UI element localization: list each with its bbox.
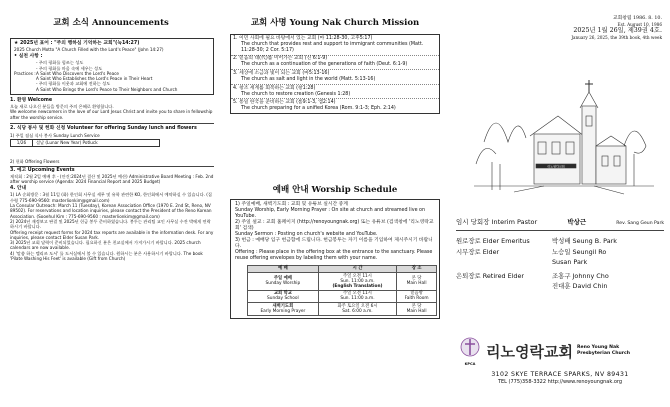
worship-line: Offering : Please place in the offering box at the entrance to the sanctuary. Please reuse offering envelopes by labeling them with your name. <box>235 249 433 261</box>
worship-line: Sunday Worship, Early Morning Prayer : On site at church and streamed live on YouTube. <box>235 207 426 219</box>
service-cell: 교회 학교 Sunday School <box>248 290 319 302</box>
pastor-label: 임시 당회장 Interim Pastor <box>456 218 538 226</box>
tree-outline <box>484 123 526 142</box>
founded-date: 교회창립 1986. 8. 10. <box>612 16 662 21</box>
mission-title: 교회 사명 Young Nak Church Mission <box>250 18 420 28</box>
elder-role: 시무장로 Elder <box>456 247 500 256</box>
motto-line: ★ 2025년 표어 : "주의 행하심 기억하는 교회"(눅14:27) <box>14 41 140 46</box>
mission-ko: 4. 창조 세계를 회복하는 교회 (창1:28) <box>233 85 316 91</box>
service-cell: 새벽기도회 Early Morning Prayer <box>248 303 319 315</box>
svg-text:리노영락교회: 리노영락교회 <box>547 164 565 169</box>
mission-ko: 1. 이민 사회에 필요 바탕에서 있는 교회 (마 11:28-30, 고후5:17) <box>233 35 373 41</box>
motto-box <box>10 38 214 95</box>
elder-name: 노승일 Seungil Ro <box>552 247 607 256</box>
welcome-section <box>10 98 214 120</box>
welcome-ko: 오늘 새로 나오신 분들을 방문의 주의 은혜로 환영합니다. <box>10 104 114 110</box>
mission-item <box>231 99 439 113</box>
notice-item: La Consular Outreach: March 11 (Tuesday), Korean Association Office (1970 E. 2nd St, Reno, NV 89502). For reservations and location inquiries, please contact the President of the Reno Korean Association. (Sooehul Kim : 775-690-9560 : masterlionkim@gmail.com) <box>10 203 212 219</box>
church-logo-block <box>458 336 662 385</box>
place-cell: 본 당 Main Hall <box>397 273 437 291</box>
upcoming-title: 3. 예고 Upcoming Events <box>10 167 75 173</box>
upcoming-body: 제직회 : 2월 2일 예배 후 - (안건:2024년 결산 및 2025년 예산) Administrative Board Meeting : Feb. 2nd after worship service (Agenda: 2024 Financial Report and 2025 Budget) <box>10 173 214 185</box>
elder-row <box>456 247 664 258</box>
practice-en-item: A Saint Who Establishes the Lord's Peace in Their Heart <box>36 76 153 82</box>
elder-name: 박성배 Seung B. Park <box>552 237 617 245</box>
practice-en-item: A Saint Who Brings the Lord's Peace to Their Neighbors and Church <box>36 86 178 92</box>
elders-list <box>456 236 664 292</box>
church-building-illustration <box>474 72 654 200</box>
upcoming-section <box>10 166 214 185</box>
notice-item: 3) 2025년 교회 달력이 준비되었습니다. 필요하신 분은 친교실에서 가져가시기 바랍니다. 2025 church calendars are now available. <box>10 240 201 251</box>
mission-box <box>230 34 440 114</box>
church-name-en: Reno Young Nak Presbyterian Church <box>576 345 631 356</box>
practices-ko-list <box>14 60 210 71</box>
table-header-row <box>248 265 437 272</box>
lunch-date: 1/26 <box>11 140 33 145</box>
mission-item <box>231 35 439 56</box>
elder-name: 진대훈 David Chin <box>552 282 608 290</box>
pastor-section <box>448 218 670 292</box>
worship-title: 예배 안내 Worship Schedule <box>272 184 398 195</box>
elder-row <box>456 271 664 282</box>
time-cell: 화주 토요일 오전 6시 Sat. 6:00 a.m. <box>318 303 396 315</box>
elder-row <box>456 236 664 247</box>
elder-role: 은퇴장로 Retired Elder <box>456 271 525 280</box>
table-header: 시 간 <box>318 265 396 272</box>
notices-section <box>10 186 214 261</box>
notice-item: 4) '말씀 하는 엘리즈 도서' 를 도서실에서 볼 수 있습니다. 원하시는 분은 사용하시기 바랍니다. The book 'Pilate Washing His Feet' is available (Gift from Church) <box>10 250 203 262</box>
mission-item <box>231 70 439 85</box>
kpca-label: KPCA <box>464 362 476 366</box>
volunteer-section <box>10 123 214 164</box>
pastor-en: Rev. Sang Geun Park <box>616 221 664 226</box>
mission-ko: 3. 세상에 소금과 빛이 되는 교회 (마5:13-16) <box>233 70 330 76</box>
bulletin-date-en: January 26, 2025, the 39th book, 4th week <box>571 35 662 41</box>
notice-item: Offering receipt request forms for 2024 tax reports are available in the information desk. For any inquiries, please contact Elder Susan Park. <box>10 229 214 240</box>
worship-line: Sunday Sermon : Posting on church's website and YouTube. <box>235 231 378 237</box>
cover-column <box>448 0 670 407</box>
notices-title: 4. 안내 <box>10 186 27 192</box>
mission-item <box>231 56 439 71</box>
table-row <box>248 303 437 315</box>
worship-line: 3) 헌금 : 예배당 입구 헌금함에 드립니다. 헌금봉투는 자기 이름을 기입하여 제시주시기 바랍니다. <box>235 237 433 249</box>
notice-item: 1) LA 순회방문 : 3월 11일 (화) 한인회 사무실 세무 및 유학 관련한 KO, 한인회에서 예약하실 수 있습니다. (집수령 775-690-9560: masterlionkim@gmail.com) <box>10 192 212 203</box>
kpca-logo <box>458 336 482 366</box>
elder-name: 조홍구 Johnny Cho <box>552 271 609 280</box>
worship-box <box>230 199 440 319</box>
mission-worship-column <box>224 0 446 407</box>
mission-item <box>231 85 439 100</box>
mission-ko: 5. 통일 한국을 준비하는 교회 (롬9:1-3, 엡2:14) <box>233 100 336 106</box>
mission-en: The church preparing for a unified Korea (Rom. 9:1-3; Eph. 2:14) <box>241 106 396 112</box>
time-cell: 주일 오전 11시 Sun. 11:00 a.m. <box>318 290 396 302</box>
place-cell: 믿음방 Faith Room <box>397 290 437 302</box>
practice-ko-item: - 주의 평화를 이웃과 교회에 전하는 성도 <box>36 81 111 87</box>
elder-name: Susan Park <box>552 258 588 266</box>
table-row <box>248 273 437 291</box>
notice-item: 2) 2024년 재정보고 판결 및 2025년 헌금 봉투 준비하였습니다. 봉투는 관리팀 교인 사무실 수잔 박에게 연락하시기 바랍니다. <box>10 218 211 230</box>
church-contact: TEL (775)358-3322 http://www.renoyoungnak.org <box>497 379 623 385</box>
welcome-en: We welcome newcomers in the love of our Lord Jesus Christ and invite you to share in fellowship after the worship service. <box>10 109 213 120</box>
practice-en-item: A Saint Who Discovers the Lord's Peace <box>36 70 120 76</box>
mission-ko: 2. 믿음의 대(代)를 이어가는 교회 (신 6:1-9) <box>233 56 328 62</box>
cover-header <box>448 16 662 41</box>
welcome-title: 1. 환영 Welcome <box>10 98 53 104</box>
mission-en: The church as a continuation of the generations of faith (Deut. 6:1-9) <box>241 62 408 68</box>
mission-en: The church as salt and light in the world (Matt. 5:13-16) <box>241 76 376 82</box>
practice-ko-item: - 주의 평화를 힘쓰는 성도 <box>36 60 84 66</box>
table-header: 예 배 <box>248 265 319 272</box>
worship-line: 2) 주일 설교 : 교회 홈페이지 (http://renoyoungnak.org) 또는 유튜브 (검색창에 '리노영락교회' 검색) <box>235 219 434 231</box>
cross-icon <box>585 80 593 92</box>
announcements-column <box>0 0 222 407</box>
flowers-label: 2) 헌화 Offering Flowers <box>10 158 60 164</box>
elder-row <box>456 257 664 268</box>
announcements-title: 교회 소식 Announcements <box>53 18 169 28</box>
church-address: 3102 SKYE TERRACE SPARKS, NV 89431 <box>491 371 629 378</box>
practices-label: Practices : <box>14 70 36 76</box>
elder-role <box>456 281 552 292</box>
service-cell: 주일 예배 Sunday Worship <box>248 273 319 291</box>
church-name-ko: 리노영락교회 <box>486 342 573 361</box>
practices-en-list <box>14 71 210 92</box>
practice-ko-item: - 주의 평화를 마음 속에 세우는 성도 <box>36 65 103 71</box>
practices-head: • 실천 사항 : <box>14 54 43 60</box>
lunch-row <box>10 139 160 146</box>
worship-schedule-table <box>247 265 437 316</box>
mission-en: The church that provides rest and support to immigrant communities (Matt. 11:28-30; 2 Cor. 5:17) <box>241 41 424 53</box>
pastor-row <box>456 218 664 228</box>
pastor-name: 박상근 <box>567 218 587 226</box>
mission-en: The church to restore creation (Genesis 1:28) <box>241 91 351 97</box>
place-cell: 본 당 Main Hall <box>397 303 437 315</box>
lunch-desc: 설날 (Lunar New Year) Potluck <box>36 140 98 146</box>
kpca-emblem-icon <box>459 336 481 358</box>
lunch-subtitle: 1) 주일 점심 식사 봉사 Sunday Lunch Service <box>10 132 100 138</box>
volunteer-title: 2. 식당 봉사 및 헌화 신청 Volunteer for offering Sunday lunch and flowers <box>10 125 197 131</box>
established-date: Est. August 10, 1986 <box>617 22 662 27</box>
elder-role <box>456 257 552 268</box>
table-header: 장 소 <box>397 265 437 272</box>
bulletin-date-ko: 2025년 1월 26일, 제39권 4호. <box>573 27 662 35</box>
motto-en: 2025 Church Motto "A Church Filled with the Lord's Peace" (John 14:27) <box>14 47 164 52</box>
elder-row <box>456 281 664 292</box>
worship-line: 1) 주일예배, 새벽기도회 : 교회 및 유튜브 실시간 중계 <box>235 201 348 207</box>
elder-role: 원로장로 Elder Emeritus <box>456 237 530 245</box>
time-cell: 주일 오전 11시 Sun. 11:00 a.m. (English Translation) <box>318 273 396 291</box>
tree-outline <box>476 148 496 164</box>
table-row <box>248 290 437 302</box>
